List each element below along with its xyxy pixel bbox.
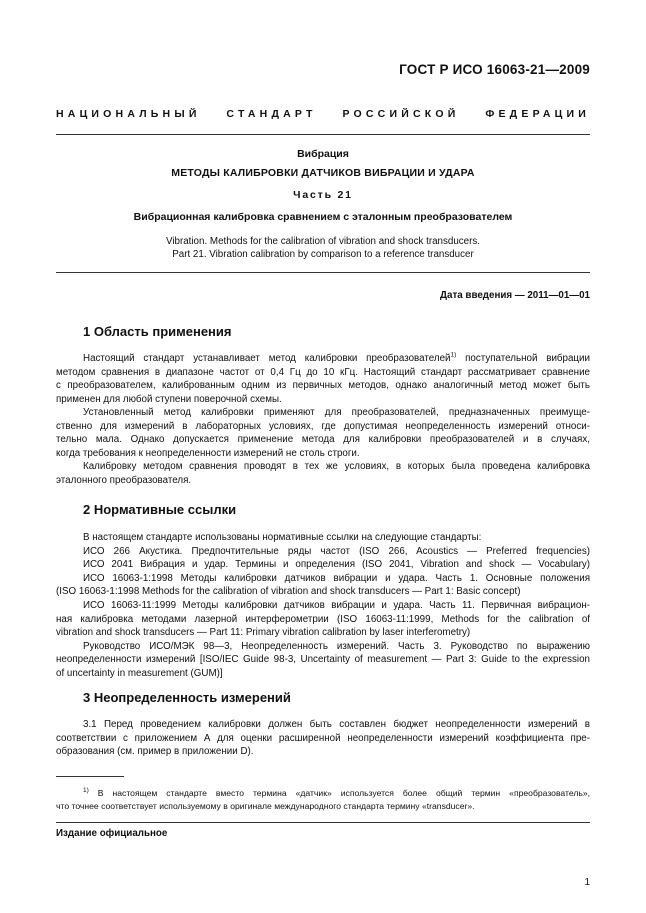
title-topic: Вибрация	[297, 148, 349, 160]
section-1-heading: 1 Область применения	[83, 324, 232, 339]
reference-iso-16063-11: ИСО 16063-11:1999 Методы калибровки датчиков вибрации и удара. Часть 11. Первичная вибрацион-	[83, 599, 590, 611]
text-line: 3.1 Перед проведением калибровки должен быть составлен бюджет неопределенности измерений в	[83, 719, 590, 730]
text-line: Калибровку методом сравнения проводят в тех же условиях, в которых была проведена калибровка	[83, 461, 590, 472]
title-divider	[56, 272, 590, 273]
official-edition-label: Издание официальное	[56, 828, 168, 839]
reference-guide-98-3: Руководство ИСО/МЭК 98—3, Неопределенность измерений. Часть 3. Руководство по выражению	[83, 640, 590, 652]
introduction-date: Дата введения — 2011—01—01	[440, 290, 590, 301]
title-part: Часть 21	[293, 189, 353, 201]
footnote-ref: 1)	[450, 351, 457, 359]
reference-iso-2041: ИСО 2041 Вибрация и удар. Термины и определения (ISO 2041, Vibration and shock — Vocabulary)	[83, 559, 590, 571]
text-line: когда требования к неопределенности измерений не столь строги.	[56, 447, 360, 459]
footnote-marker: 1)	[83, 787, 89, 795]
text-line: образования (см. пример в приложении D).	[56, 746, 254, 758]
section-2-references	[56, 531, 590, 681]
section-2-heading: 2 Нормативные ссылки	[83, 502, 237, 517]
reference-guide-98-3-cont: of uncertainty in measurement (GUM)]	[56, 667, 223, 679]
reference-iso-16063-11-cont: vibration and shock transducers — Part 11: Primary vibration calibration by laser interferometry)	[56, 627, 471, 639]
text-line: с преобразователем, калиброванным одним из первичных методов, однако аналогичный метод может быть	[56, 380, 590, 392]
references-intro: В настоящем стандарте использованы нормативные ссылки на следующие стандарты:	[83, 532, 482, 543]
footnote-line: что точнее соответствует используемому в оригинале международного стандарта термину «transducer».	[56, 800, 475, 811]
section-3-paragraph-1	[56, 718, 590, 759]
text-line: Установленный метод калибровки применяют для преобразователей, предназначенных преимуще-	[83, 407, 590, 418]
title-english-line-2: Part 21. Vibration calibration by comparison to a reference transducer	[172, 249, 474, 260]
footnote	[56, 787, 590, 812]
national-standard-banner: НАЦИОНАЛЬНЫЙ СТАНДАРТ РОССИЙСКОЙ ФЕДЕРАЦИИ	[56, 108, 590, 120]
reference-iso-16063-11-cont: ная калибровка методами лазерной интерферометрии (ISO 16063-11:1999, Methods for the calibration of	[56, 613, 590, 625]
footnote-line: $^{1)}$ В настоящем стандарте вместо термина «датчик» используется более общий термин «преобразователь»,	[83, 787, 590, 798]
section-1-paragraph-3	[56, 460, 590, 487]
title-english-line-1: Vibration. Methods for the calibration of vibration and shock transducers.	[165, 236, 481, 247]
title-main: МЕТОДЫ КАЛИБРОВКИ ДАТЧИКОВ ВИБРАЦИИ И УДАРА	[171, 167, 475, 179]
title-subtitle: Вибрационная калибровка сравнением с эталонным преобразователем	[133, 211, 513, 223]
text-line: ственно для измерений в лабораторных условиях, где допустимая неопределенность измерений относи-	[56, 420, 590, 432]
text-line: Настоящий стандарт устанавливает метод калибровки преобразователей$^{1)}$ поступательной вибрации	[83, 351, 590, 364]
text-line: применен для любой ступени поверочной схемы.	[56, 393, 282, 405]
page-number: 1	[584, 877, 590, 888]
section-1-paragraph-1	[56, 352, 590, 406]
text-line: эталонного преобразователя.	[56, 474, 192, 486]
footnote-divider	[56, 776, 124, 777]
text-line: тельно мала. Однако допускается применение метода для калибровки преобразователей и в случаях,	[56, 434, 590, 446]
header-divider	[56, 134, 590, 135]
footer-divider	[56, 822, 590, 823]
reference-guide-98-3-cont: неопределенности измерений [ISO/IEC Guide 98-3, Uncertainty of measurement — Part 3: Guide to the expression	[56, 654, 590, 666]
reference-iso-16063-1: ИСО 16063-1:1998 Методы калибровки датчиков вибрации и удара. Часть 1. Основные положения	[83, 572, 590, 584]
text-line: методом сравнения в диапазоне частот от 0,4 Гц до 10 кГц. Настоящий стандарт рассматривает сравнение	[56, 366, 590, 378]
section-3-heading: 3 Неопределенность измерений	[83, 690, 291, 705]
text-line: соответствии с приложением А для оценки расширенной неопределенности измерений коэффициента пре-	[56, 732, 590, 744]
reference-iso-16063-1-cont: (ISO 16063-1:1998 Methods for the calibration of vibration and shock transducers — Part 1: Basic concept)	[56, 586, 521, 598]
standard-code: ГОСТ Р ИСО 16063-21—2009	[399, 62, 590, 77]
section-1-paragraph-2	[56, 406, 590, 460]
reference-iso-266: ИСО 266 Акустика. Предпочтительные ряды частот (ISO 266, Acoustics — Preferred frequencies)	[83, 545, 590, 557]
